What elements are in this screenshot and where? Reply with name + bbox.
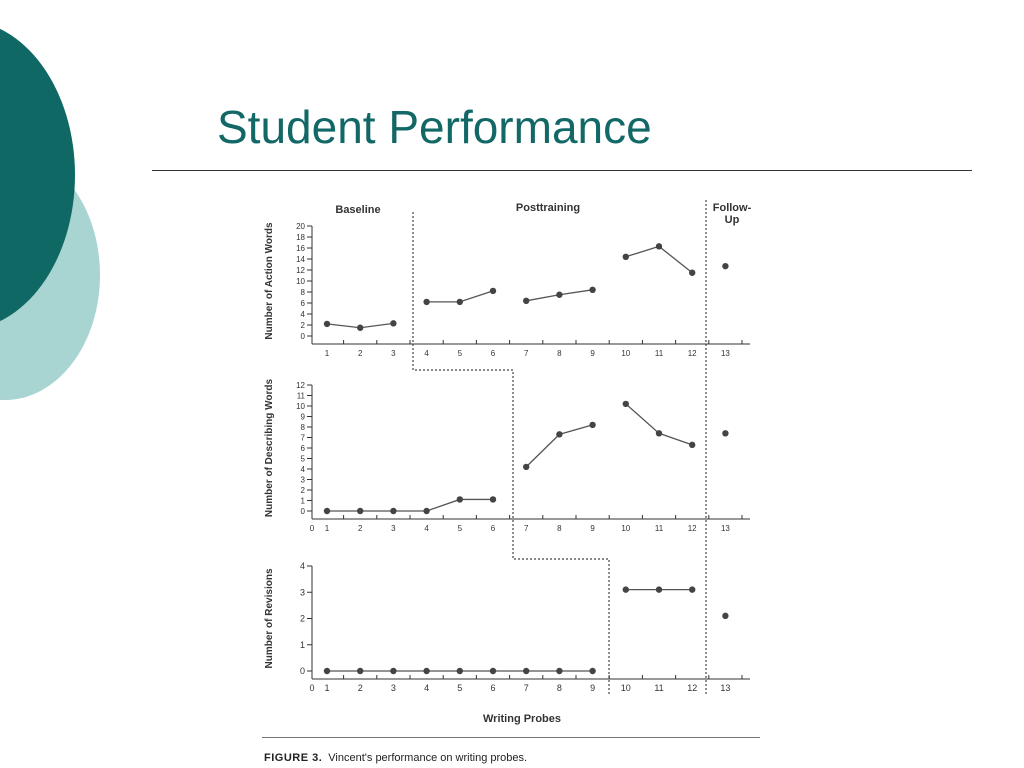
data-point (656, 586, 662, 592)
data-point (390, 668, 396, 674)
data-point (523, 464, 529, 470)
phase-label-baseline: Baseline (335, 204, 381, 216)
x-tick-label: 5 (457, 349, 463, 358)
caption-divider (262, 737, 760, 738)
data-point (623, 401, 629, 407)
x-tick-label: 5 (457, 524, 463, 533)
data-point (656, 243, 662, 249)
data-point (390, 508, 396, 514)
x-tick-label: 1 (324, 683, 330, 693)
x-tick-label: 13 (720, 524, 730, 533)
x-tick-label: 11 (654, 683, 664, 693)
data-point (589, 668, 595, 674)
x-tick-label: 9 (590, 683, 596, 693)
y-axis-title: Number of Action Words (264, 222, 275, 340)
x-tick-label: 4 (424, 349, 429, 358)
y-tick-label: 12 (296, 381, 305, 390)
x-tick-label: 8 (557, 524, 562, 533)
x-tick-label: 7 (523, 683, 529, 693)
x-axis-title: Writing Probes (482, 713, 562, 725)
y-tick-label: 6 (300, 299, 305, 308)
data-point (589, 422, 595, 428)
y-tick-label: 9 (300, 412, 305, 422)
panel-1 (264, 222, 750, 358)
panel-3 (264, 561, 750, 693)
x-tick-label: 2 (357, 524, 363, 533)
y-tick-label: 0 (300, 332, 305, 341)
y-tick-label: 0 (299, 666, 305, 676)
y-tick-label: 1 (300, 496, 305, 506)
y-tick-label: 2 (300, 486, 305, 495)
x-tick-label: 6 (490, 349, 496, 358)
data-point (457, 299, 463, 305)
data-point (556, 292, 562, 298)
y-axis-title: Number of Describing Words (264, 378, 275, 518)
data-point (556, 668, 562, 674)
data-point (722, 263, 728, 269)
data-point (423, 508, 429, 514)
y-tick-label: 3 (299, 587, 305, 598)
data-point (457, 496, 463, 502)
x-tick-label: 7 (523, 524, 529, 533)
x-tick-label: 9 (590, 349, 595, 358)
y-tick-label: 1 (299, 639, 305, 650)
y-axis-title: Number of Revisions (264, 568, 275, 669)
data-point (423, 299, 429, 305)
data-point (490, 288, 496, 294)
y-tick-label: 14 (296, 255, 305, 264)
y-tick-label: 20 (296, 222, 305, 231)
x-tick-label: 3 (390, 683, 396, 693)
x-zero-label: 0 (309, 683, 315, 693)
x-tick-label: 12 (687, 349, 697, 358)
x-tick-label: 2 (357, 683, 363, 693)
x-zero-label: 0 (309, 524, 315, 533)
multiple-baseline-figure (250, 195, 770, 730)
y-tick-label: 8 (300, 288, 305, 297)
x-tick-label: 3 (391, 349, 396, 358)
series-line (327, 499, 493, 511)
y-tick-label: 7 (300, 433, 305, 443)
y-tick-label: 4 (299, 561, 305, 571)
x-tick-label: 4 (424, 683, 430, 693)
y-tick-label: 10 (296, 402, 305, 411)
y-tick-label: 3 (300, 475, 305, 485)
phase-label-posttraining: Posttraining (515, 202, 581, 214)
panel-2 (264, 378, 750, 533)
x-tick-label: 1 (324, 349, 330, 358)
title-divider (152, 170, 972, 171)
y-tick-label: 0 (300, 507, 305, 516)
data-point (324, 668, 330, 674)
x-tick-label: 4 (424, 524, 429, 533)
caption-text: Vincent's performance on writing probes. (328, 752, 528, 764)
data-point (457, 668, 463, 674)
y-tick-label: 18 (296, 233, 305, 242)
data-point (722, 613, 728, 619)
data-point (324, 508, 330, 514)
series-line (626, 404, 692, 445)
data-point (490, 668, 496, 674)
data-point (689, 586, 695, 592)
x-tick-label: 9 (590, 524, 595, 533)
x-tick-label: 5 (457, 683, 463, 693)
data-point (689, 442, 695, 448)
y-tick-label: 11 (296, 391, 305, 401)
data-point (523, 298, 529, 304)
slide-title: Student Performance (217, 101, 652, 153)
data-point (722, 430, 728, 436)
data-point (490, 496, 496, 502)
data-point (689, 270, 695, 276)
series-line (626, 246, 692, 272)
y-tick-label: 6 (300, 444, 305, 453)
y-tick-label: 4 (300, 465, 305, 474)
x-tick-label: 10 (620, 683, 631, 693)
x-tick-label: 8 (556, 683, 562, 693)
data-point (357, 668, 363, 674)
phase-label-follow-up: Follow-Up (712, 202, 752, 226)
x-tick-label: 7 (523, 349, 529, 358)
y-tick-label: 5 (300, 454, 305, 464)
x-tick-label: 2 (357, 349, 363, 358)
y-tick-label: 16 (296, 244, 305, 253)
phase-change-line-posttraining (413, 212, 609, 695)
y-tick-label: 2 (300, 321, 305, 330)
x-tick-label: 6 (490, 683, 496, 693)
x-tick-label: 3 (391, 524, 396, 533)
data-point (423, 668, 429, 674)
x-tick-label: 11 (654, 524, 664, 533)
data-point (556, 431, 562, 437)
data-point (623, 254, 629, 260)
x-tick-label: 10 (621, 349, 631, 358)
data-point (623, 586, 629, 592)
x-tick-label: 6 (490, 524, 496, 533)
data-point (357, 325, 363, 331)
data-point (523, 668, 529, 674)
y-tick-label: 8 (300, 423, 305, 432)
data-point (390, 320, 396, 326)
x-tick-label: 12 (687, 683, 698, 693)
data-point (656, 430, 662, 436)
x-tick-label: 10 (621, 524, 631, 533)
data-point (589, 287, 595, 293)
x-tick-label: 13 (720, 683, 731, 693)
y-tick-label: 2 (299, 613, 305, 624)
x-tick-label: 11 (654, 349, 664, 358)
x-tick-label: 8 (557, 349, 562, 358)
y-tick-label: 10 (296, 277, 305, 286)
x-tick-label: 1 (324, 524, 330, 533)
x-tick-label: 12 (687, 524, 697, 533)
y-tick-label: 4 (300, 310, 305, 319)
figure-caption (264, 752, 527, 764)
y-tick-label: 12 (296, 266, 305, 275)
data-point (324, 321, 330, 327)
data-point (357, 508, 363, 514)
caption-label: FIGURE 3. (264, 752, 323, 764)
x-tick-label: 13 (720, 349, 730, 358)
